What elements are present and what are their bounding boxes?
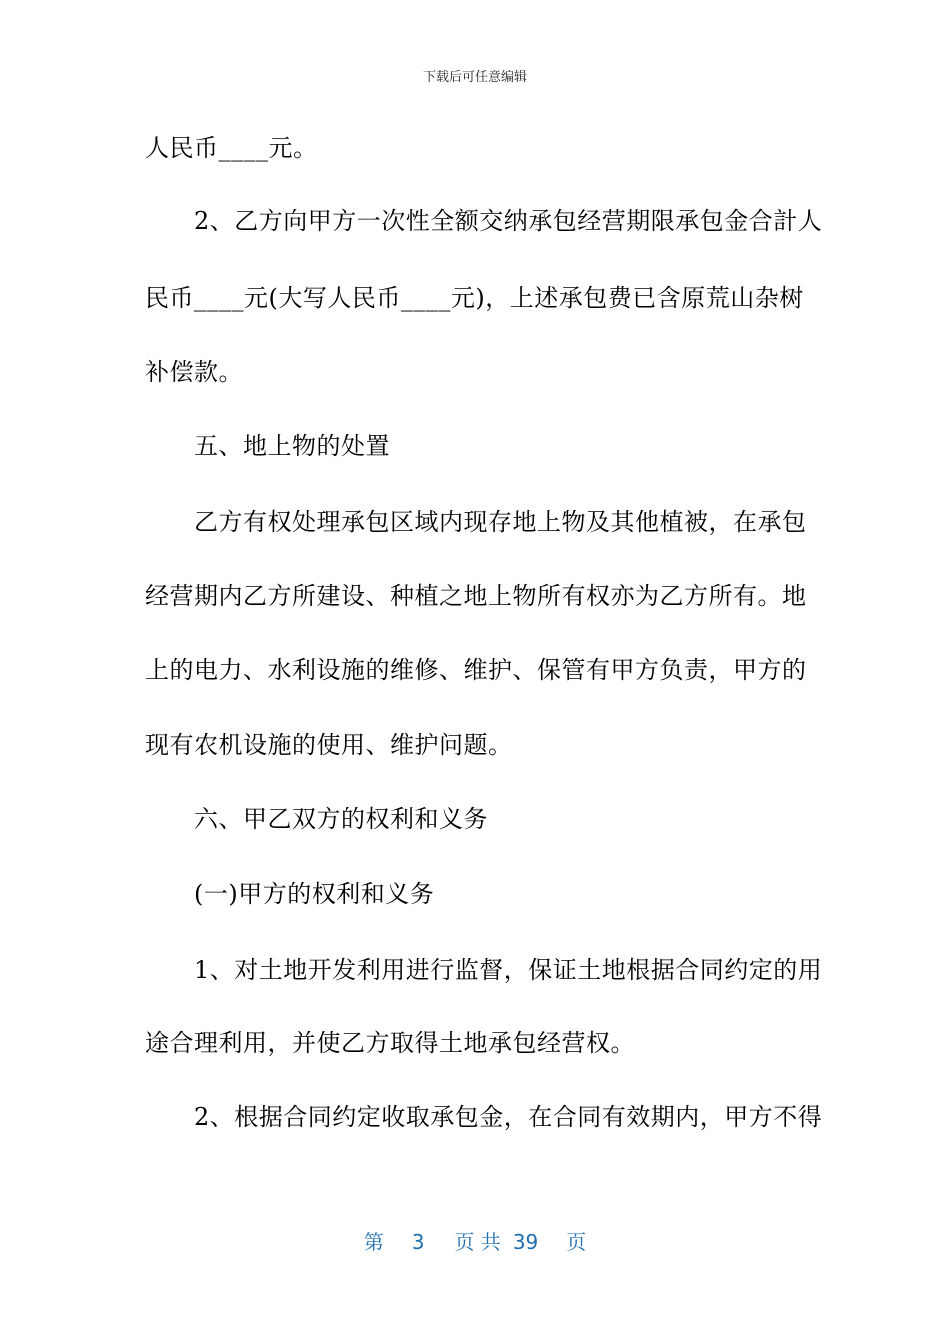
- subsection-heading: (一)甲方的权利和义务: [145, 880, 435, 908]
- body-line: 现有农机设施的使用、维护问题。: [145, 731, 513, 759]
- body-line: 补偿款。: [145, 358, 243, 386]
- body-line: 人民币____元。: [145, 134, 318, 162]
- body-line: 2、乙方向甲方一次性全额交纳承包经营期限承包金合計人: [145, 207, 823, 235]
- page-label-mid: 页 共: [454, 1230, 501, 1254]
- page-label-suffix: 页: [566, 1230, 587, 1254]
- body-line: 1、对土地开发利用进行监督，保证土地根据合同约定的用: [145, 956, 823, 984]
- body-line: 上的电力、水利设施的维修、维护、保管有甲方负责，甲方的: [145, 656, 807, 684]
- header-note: 下载后可任意编辑: [422, 70, 527, 85]
- body-line: 乙方有权处理承包区域内现存地上物及其他植被，在承包: [145, 508, 807, 536]
- page-label-prefix: 第: [363, 1230, 384, 1254]
- body-line: 经营期内乙方所建设、种植之地上物所有权亦为乙方所有。地: [145, 582, 807, 610]
- body-line: 民币____元(大写人民币____元)，上述承包费已含原荒山杂树: [145, 284, 804, 312]
- section-heading: 六、甲乙双方的权利和义务: [145, 805, 488, 833]
- total-pages-number: 39: [512, 1230, 539, 1254]
- body-line: 2、根据合同约定收取承包金，在合同有效期内，甲方不得: [145, 1103, 823, 1131]
- current-page-number: 3: [411, 1230, 425, 1254]
- section-heading: 五、地上物的处置: [145, 432, 390, 460]
- page-footer: [0, 1226, 950, 1255]
- body-line: 途合理利用，并使乙方取得土地承包经营权。: [145, 1029, 635, 1057]
